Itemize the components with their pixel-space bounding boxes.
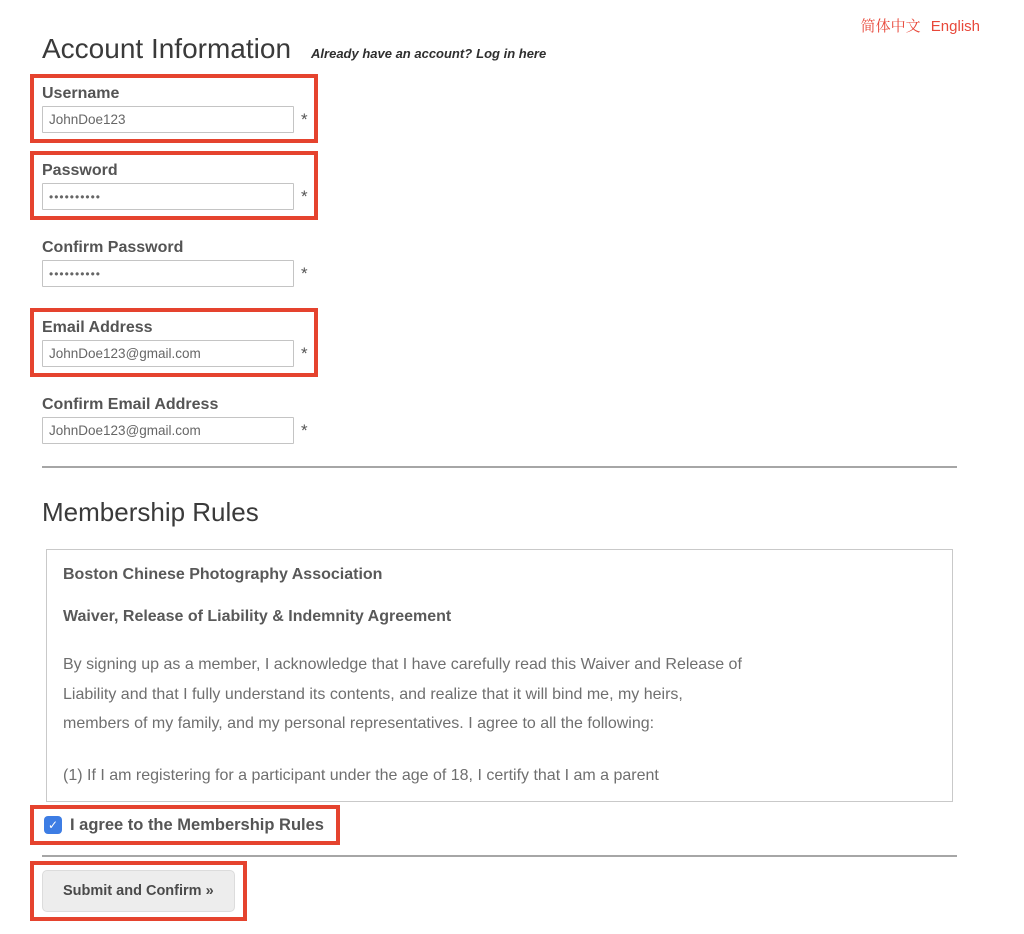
rules-agreement-title: Waiver, Release of Liability & Indemnity Agreement [63,608,452,625]
confirm-password-row [42,260,308,287]
username-row [42,106,308,133]
confirm-password-input[interactable] [42,260,294,287]
membership-rules-title: Membership Rules [42,497,259,527]
required-asterisk: * [301,186,308,206]
agree-checkbox-label[interactable]: I agree to the Membership Rules [70,816,324,834]
lang-link-english[interactable]: English [930,18,980,35]
submit-group [30,861,247,921]
checkmark-icon: ✓ [47,818,59,832]
rules-clipped-line: (1) If I am registering for a participant under the age of 18, I certify that I am a parent [63,766,659,784]
page-title: Account Information [42,33,292,64]
confirm-password-field-group [42,238,308,287]
required-asterisk: * [301,109,308,129]
agree-checkbox[interactable] [44,816,62,834]
login-hint-text: Already have an account? [311,46,473,61]
required-asterisk: * [301,343,308,363]
email-input[interactable] [42,340,294,367]
login-hint [311,46,546,61]
language-switcher [861,15,980,36]
username-label: Username [42,85,120,102]
email-row [42,340,308,367]
section-divider [42,466,957,468]
confirm-password-label: Confirm Password [42,239,184,256]
confirm-email-field-group [42,395,308,444]
confirm-email-input[interactable] [42,417,294,444]
email-label: Email Address [42,319,153,336]
rules-org-name: Boston Chinese Photography Association [63,566,383,583]
membership-rules-scrollbox[interactable] [46,549,953,802]
rules-paragraph: By signing up as a member, I acknowledge that I have carefully read this Waiver and Release of Liability and that I fully understand its contents, and realize that it will bind me, my heirs, members of my family, and my personal representatives. I agree to all the following: [63,656,742,732]
login-link[interactable]: Log in here [476,46,547,61]
password-label: Password [42,162,118,179]
agree-checkbox-group [30,805,340,845]
main-content [0,28,1024,921]
password-field-group [30,151,318,220]
lang-link-chinese[interactable]: 简体中文 [860,18,921,35]
username-input[interactable] [42,106,294,133]
password-row [42,183,308,210]
required-asterisk: * [301,263,308,283]
required-asterisk: * [301,420,308,440]
username-field-group [30,74,318,143]
account-header [42,28,957,70]
submit-button[interactable]: Submit and Confirm » [42,870,235,912]
password-input[interactable] [42,183,294,210]
confirm-email-row [42,417,308,444]
email-field-group [30,308,318,377]
confirm-email-label: Confirm Email Address [42,396,219,413]
footer-divider [42,855,957,857]
